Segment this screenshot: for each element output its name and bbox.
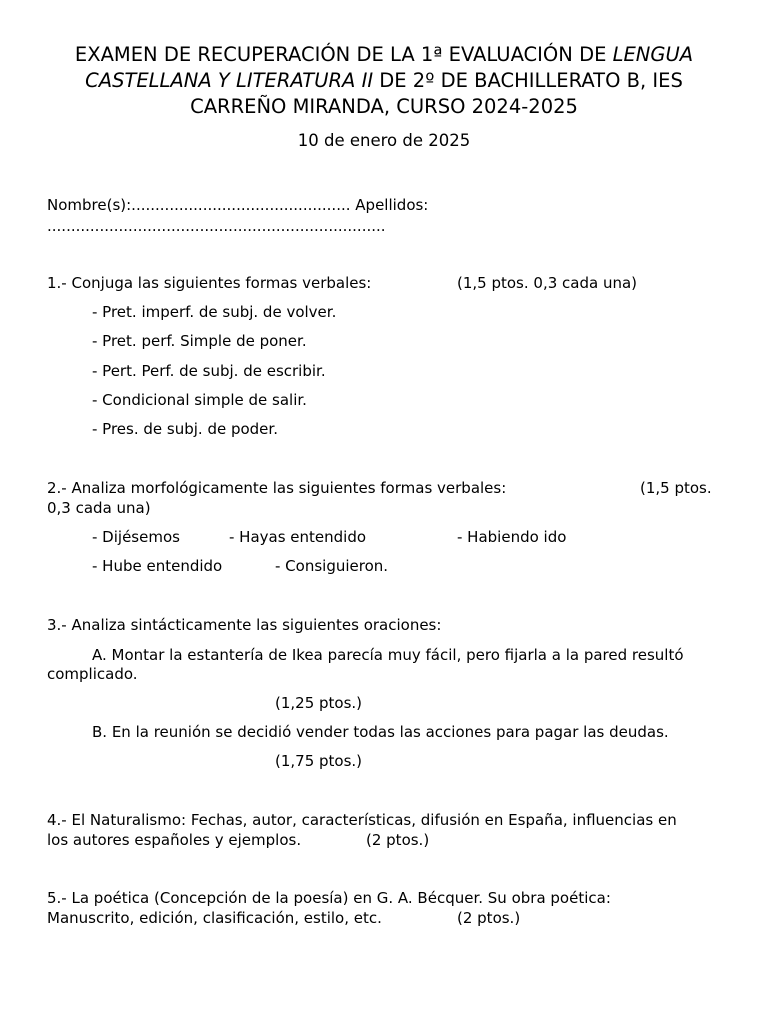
q5-line1: 5.- La poética (Concepción de la poesía) en G. A. Bécquer. Su obra poética: — [47, 889, 611, 907]
q2-item: - Hube entendido — [92, 557, 223, 575]
q4-line2: los autores españoles y ejemplos. — [47, 831, 302, 849]
q2-points-a: (1,5 ptos. — [640, 479, 712, 497]
q3-statement: 3.- Analiza sintácticamente las siguientes oraciones: — [47, 616, 442, 634]
exam-title — [40, 42, 728, 120]
student-name-line — [47, 195, 428, 215]
q5-line2: Manuscrito, edición, clasificación, estilo, etc. — [47, 909, 382, 927]
q1-item: - Pres. de subj. de poder. — [92, 420, 278, 438]
title-subject: LENGUA CASTELLANA Y LITERATURA II — [85, 43, 694, 92]
q3-a-line1: A. Montar la estantería de Ikea parecía muy fácil, pero fijarla a la pared resultó — [92, 646, 684, 664]
q1-item: - Pret. imperf. de subj. de volver. — [92, 303, 337, 321]
q5-points: (2 ptos.) — [457, 909, 521, 927]
q2-item: - Habiendo ido — [457, 528, 567, 546]
surname-label: Apellidos: — [350, 196, 429, 214]
title-part-1: EXAMEN DE RECUPERACIÓN DE LA 1ª EVALUACIÓN DE — [74, 43, 613, 66]
name-label: Nombre(s): — [47, 196, 132, 214]
q1-item: - Condicional simple de salir. — [92, 391, 307, 409]
name-dots: .............................................. — [131, 196, 351, 214]
q4-line1: 4.- El Naturalismo: Fechas, autor, características, difusión en España, influencias en — [47, 811, 677, 829]
exam-date: 10 de enero de 2025 — [297, 131, 471, 150]
q4-points: (2 ptos.) — [366, 831, 430, 849]
q2-item: - Dijésemos — [92, 528, 180, 546]
title-part-2: DE 2º DE BACHILLERATO B, IES CARREÑO MIRANDA, CURSO 2024-2025 — [190, 69, 683, 118]
q2-item: - Consiguieron. — [275, 557, 389, 575]
surname-dots: ....................................................................... — [47, 217, 386, 235]
q1-item: - Pret. perf. Simple de poner. — [92, 332, 307, 350]
q3-a-line2: complicado. — [47, 665, 138, 683]
q3-a-points: (1,25 ptos.) — [275, 694, 363, 712]
q3-b-line: B. En la reunión se decidió vender todas las acciones para pagar las deudas. — [92, 723, 669, 741]
q1-statement: 1.- Conjuga las siguientes formas verbales: — [47, 274, 372, 292]
q1-item: - Pert. Perf. de subj. de escribir. — [92, 362, 326, 380]
q3-b-points: (1,75 ptos.) — [275, 752, 363, 770]
q2-item: - Hayas entendido — [229, 528, 367, 546]
q1-points: (1,5 ptos. 0,3 cada una) — [457, 274, 638, 292]
q2-points-b: 0,3 cada una) — [47, 499, 151, 517]
q2-statement: 2.- Analiza morfológicamente las siguientes formas verbales: — [47, 479, 507, 497]
